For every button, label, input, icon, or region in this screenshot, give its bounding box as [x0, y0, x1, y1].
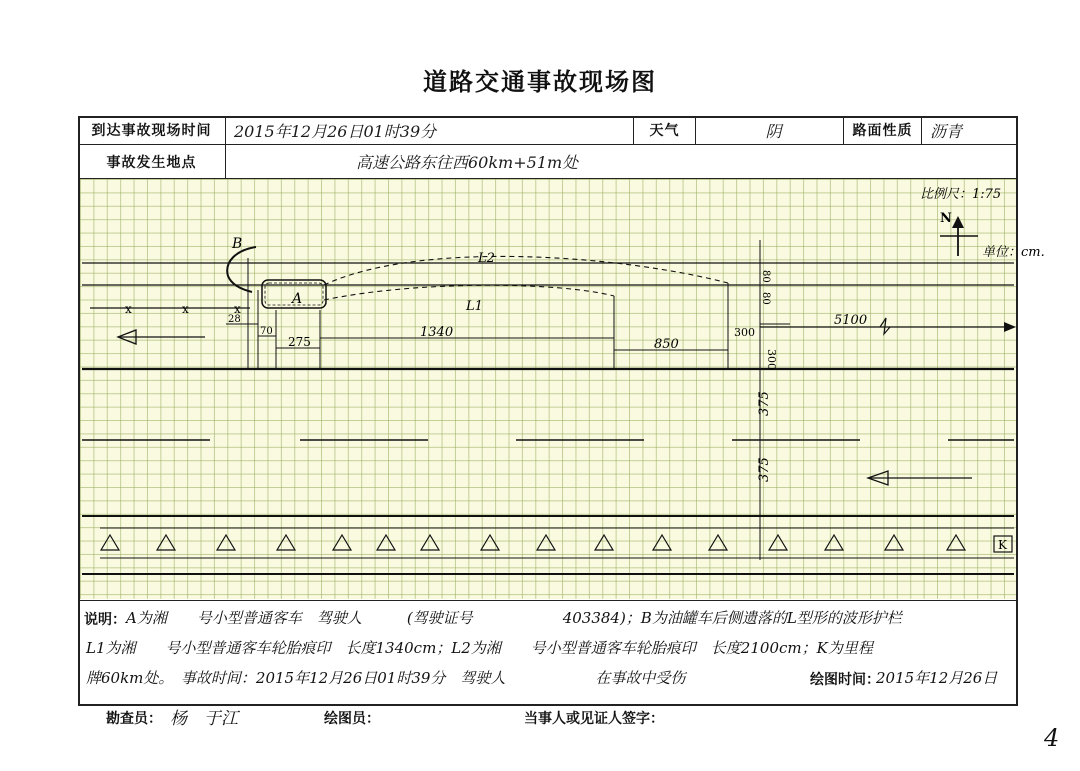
notes-label: 说明： — [84, 612, 126, 628]
header-row-location — [78, 145, 1018, 179]
notes-section — [80, 600, 1016, 705]
investigator-label: 勘查员： — [106, 711, 162, 727]
diagram-grid-paper — [80, 179, 1016, 599]
location-value: 高速公路东往西60km+51m处 — [356, 153, 579, 172]
dim-70-label: 70 — [260, 326, 273, 337]
drawing-time-value: 2015年12月26日 — [876, 669, 998, 687]
party-signature-label: 当事人或见证人签字： — [524, 711, 664, 727]
tire-mark-l2-label: L2 — [478, 251, 495, 266]
unit-text: 单位：cm. — [982, 245, 1045, 260]
tire-mark-l1-label: L1 — [466, 299, 483, 314]
arrival-time-value: 2015年12月26日01时39分 — [226, 116, 634, 144]
weather-value: 阴 — [696, 116, 844, 144]
dim-1340-label: 1340 — [420, 325, 454, 340]
drawing-time-label: 绘图时间： — [810, 672, 880, 688]
notes-line-2: L1为湘 号小型普通客车轮胎痕印 长度1340cm；L2为湘 号小型普通客车轮胎痕印 长度2100cm；K为里程 — [86, 639, 873, 657]
document-title: 道路交通事故现场图 — [423, 68, 657, 96]
barrier-x-mark: x — [125, 302, 132, 316]
dim-80-top-label: 80 — [760, 270, 771, 283]
dim-28-label: 28 — [228, 314, 241, 325]
page-mark: 4 — [1044, 724, 1060, 752]
road-surface-value: 沥青 — [930, 121, 963, 141]
dim-300-h-label: 300 — [734, 326, 755, 339]
location-label: 事故发生地点 — [78, 145, 226, 178]
header-row-time — [78, 116, 1018, 145]
notes-line-1: A为湘 号小型普通客车 驾驶人 (驾驶证号 403384)；B为油罐车后侧遗落的L型形的波形护栏 — [126, 609, 902, 627]
investigator-signature: 杨 于江 — [170, 709, 238, 729]
dim-375-b-label: 375 — [757, 457, 772, 482]
notes-line-3: 牌60km处。 事故时间：2015年12月26日01时39分 驾驶人 在事故中受伤 — [86, 669, 686, 687]
weather-label: 天气 — [634, 116, 696, 144]
dim-80-bottom-label: 80 — [760, 292, 771, 305]
north-label: N — [940, 211, 952, 226]
dim-375-a-label: 375 — [757, 391, 772, 416]
road-surface-label: 路面性质 — [844, 116, 922, 144]
arrival-time-label: 到达事故现场时间 — [78, 116, 226, 144]
object-b-label: B — [232, 236, 243, 252]
vehicle-a-label: A — [292, 291, 303, 307]
k-marker-label: K — [998, 538, 1007, 552]
barrier-x-mark: x — [182, 302, 189, 316]
scale-text: 比例尺：1:75 — [920, 187, 1002, 202]
drafter-label: 绘图员： — [324, 711, 380, 727]
dim-5100-label: 5100 — [834, 313, 868, 328]
barrier-x-mark: x — [234, 302, 241, 316]
dim-850-label: 850 — [654, 337, 679, 352]
dim-300-v-label: 300 — [765, 349, 778, 370]
dim-275-label: 275 — [288, 335, 311, 349]
